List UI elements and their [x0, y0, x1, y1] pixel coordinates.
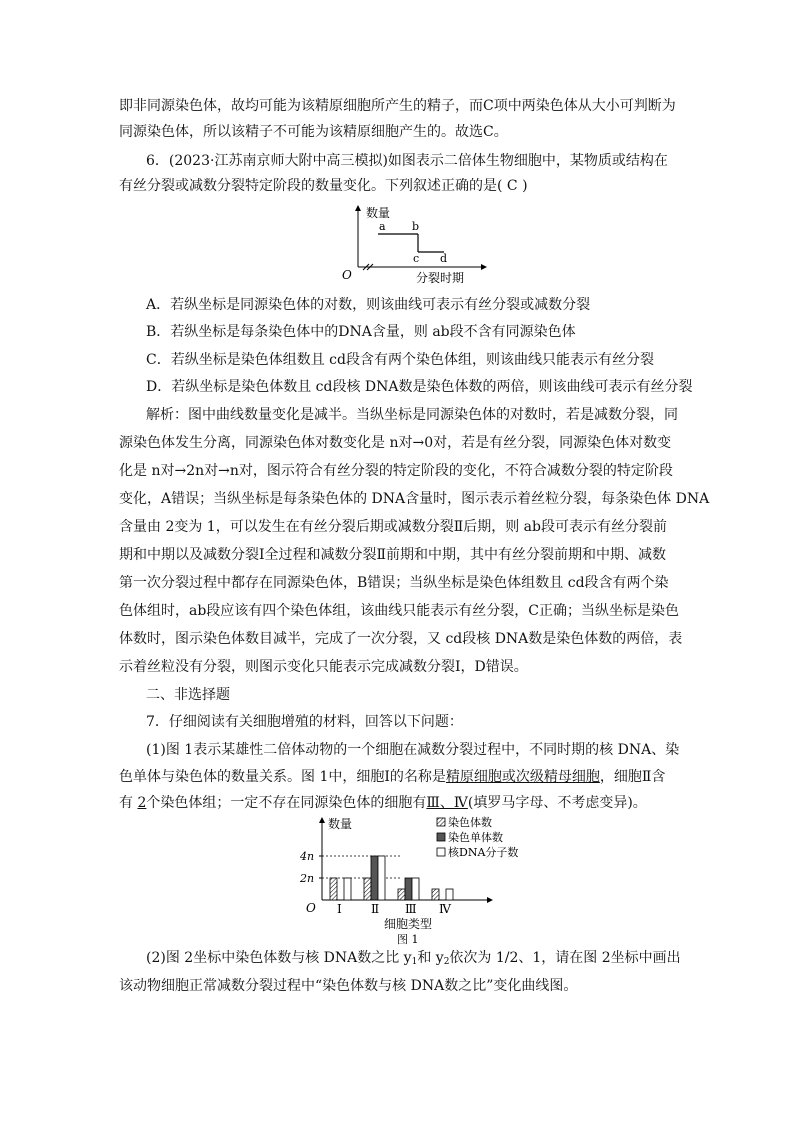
- q6-x-label: 分裂时期: [416, 271, 465, 285]
- chart-x-label: 细胞类型: [384, 917, 433, 931]
- q7-p2-text-mid: 和 y: [417, 950, 444, 966]
- q7-p1-line-1: (1)图 1表示某雄性二倍体动物的一个细胞在减数分裂过程中，不同时期的核 DNA、染: [146, 742, 680, 758]
- legend-label-1: 染色体数: [448, 816, 492, 829]
- bar-3-series-2: [405, 878, 412, 900]
- answer-cells-without-homologs: Ⅲ、Ⅳ: [426, 795, 468, 811]
- bar-1-series-1: [330, 878, 337, 900]
- chart-y-tick-label-2: 2n: [300, 872, 315, 885]
- chart-x-tick-3: Ⅲ: [405, 902, 417, 916]
- q7-p2-sub-1: 1: [411, 957, 418, 967]
- q6-origin: O: [342, 268, 352, 282]
- q6-option-c: C．若纵坐标是染色体组数且 cd段含有两个染色体组，则该曲线只能表示有丝分裂: [146, 352, 654, 368]
- q7-p1-line-3: [119, 793, 647, 813]
- analysis-line-3: 化是 n对→2n对→n对，图示符合有丝分裂的特定阶段的变化，不符合减数分裂的特定阶段: [119, 463, 673, 479]
- legend-swatch-1: [437, 818, 445, 826]
- q6-point-c-label: c: [413, 252, 420, 265]
- bar-3-series-3: [412, 878, 419, 900]
- analysis-line-10: 示着丝粒没有分裂，则图示变化只能表示完成减数分裂Ⅰ，D错误。: [119, 659, 528, 675]
- q6-stem-line-1: 6．(2023·江苏南京师大附中高三模拟)如图表示二倍体生物细胞中，某物质或结构在: [146, 153, 668, 169]
- q7-p2-sub-2: 2: [443, 957, 450, 967]
- bar-2-series-2: [371, 856, 378, 900]
- analysis-line-2: 源染色体发生分离，同源染色体对数变化是 n对→0对，若是有丝分裂，同源染色体对数变: [119, 435, 672, 451]
- legend-swatch-3: [437, 848, 445, 856]
- section-title: 二、非选择题: [146, 687, 230, 703]
- intro-line-1: 即非同源染色体，故均可能为该精原细胞所产生的精子，而C项中两染色体从大小可判断为: [119, 98, 676, 114]
- chart-title: 图 1: [397, 933, 419, 946]
- legend-label-3: 核DNA分子数: [448, 846, 519, 859]
- bar-3-series-1: [398, 889, 405, 900]
- chart-origin: O: [306, 901, 316, 915]
- chart-y-label: 数量: [328, 817, 353, 831]
- q7-p2-text-a: (2)图 2坐标中染色体数与核 DNA数之比 y: [146, 950, 412, 966]
- chart-x-tick-2: Ⅱ: [371, 902, 380, 916]
- chart-y-tick-label-4: 4n: [300, 850, 315, 863]
- analysis-line-8: 色体组时，ab段应该有四个染色体组，该曲线只能表示有丝分裂，C正确；当纵坐标是染色: [119, 603, 680, 619]
- q7-p2-text-end: 依次为 1/2、1，请在图 2坐标中画出: [449, 950, 681, 966]
- q6-point-d-label: d: [440, 252, 448, 265]
- q6-point-a-label: a: [379, 220, 386, 233]
- answer-cell-i-name: 精原细胞或次级精母细胞: [445, 769, 600, 785]
- q7-p2-line-1: [146, 948, 681, 972]
- analysis-line-4: 变化，A错误；当纵坐标是每条染色体的 DNA含量时，图示表示着丝粒分裂，每条染色体 DNA: [119, 491, 710, 507]
- analysis-line-6: 期和中期以及减数分裂Ⅰ全过程和减数分裂Ⅱ前期和中期，其中有丝分裂前期和中期、减数: [119, 547, 667, 563]
- q6-step-figure: [336, 202, 496, 285]
- q7-stem: 7．仔细阅读有关细胞增殖的材料，回答以下问题：: [146, 714, 463, 730]
- q6-stem-line-2: 有丝分裂或减数分裂特定阶段的数量变化。下列叙述正确的是( C ): [119, 178, 528, 194]
- bar-4-series-1: [432, 889, 439, 900]
- bar-1-series-3: [344, 878, 351, 900]
- q7-p1-line-3-text-a: 有: [119, 795, 138, 811]
- figure-1-bar-chart: [292, 812, 552, 946]
- q6-point-b-label: b: [412, 220, 420, 233]
- analysis-line-5: 含量由 2变为 1，可以发生在有丝分裂后期或减数分裂Ⅱ后期，则 ab段可表示有丝分裂前: [119, 519, 667, 535]
- analysis-line-9: 体数时，图示染色体数目减半，完成了一次分裂，又 cd段核 DNA数是染色体数的两倍，表: [119, 631, 683, 647]
- q6-option-d: D．若纵坐标是染色体数且 cd段核 DNA数是染色体数的两倍，则该曲线可表示有丝分裂: [146, 379, 693, 395]
- legend-label-2: 染色单体数: [448, 831, 503, 844]
- chart-x-tick-4: Ⅳ: [439, 902, 451, 916]
- analysis-line-7: 第一次分裂过程中都存在同源染色体，B错误；当纵坐标是染色体组数且 cd段含有两个染: [119, 575, 669, 591]
- q7-p1-line-3-text-b: 个染色体组；一定不存在同源染色体的细胞有: [146, 795, 427, 811]
- chart-x-tick-1: Ⅰ: [337, 902, 342, 916]
- q6-option-a: A．若纵坐标是同源染色体的对数，则该曲线可表示有丝分裂或减数分裂: [146, 297, 591, 313]
- analysis-line-1: 解析：图中曲线数量变化是减半。当纵坐标是同源染色体的对数时，若是减数分裂，同: [146, 407, 678, 423]
- q6-option-b: B．若纵坐标是每条染色体中的DNA含量，则 ab段不含有同源染色体: [146, 324, 576, 340]
- q7-p1-line-2-text-a: 色单体与染色体的数量关系。图 1中，细胞Ⅰ的名称是: [119, 769, 446, 785]
- q7-p1-line-3-text-c: (填罗马字母、不考虑变异)。: [467, 795, 647, 811]
- q7-p2-line-2: 该动物细胞正常减数分裂过程中“染色体数与核 DNA数之比”变化曲线图。: [119, 978, 578, 994]
- intro-line-2: 同源染色体，所以该精子不可能为该精原细胞产生的。故选C。: [119, 124, 508, 140]
- bar-4-series-3: [446, 889, 453, 900]
- answer-chromosome-sets: 2: [137, 795, 147, 811]
- q7-p1-line-2: [119, 767, 665, 787]
- q7-p1-line-2-text-b: ，细胞Ⅱ含: [599, 769, 666, 785]
- bar-2-series-1: [364, 878, 371, 900]
- q6-y-label: 数量: [366, 206, 391, 220]
- legend-swatch-2: [437, 833, 445, 841]
- bar-2-series-3: [378, 856, 385, 900]
